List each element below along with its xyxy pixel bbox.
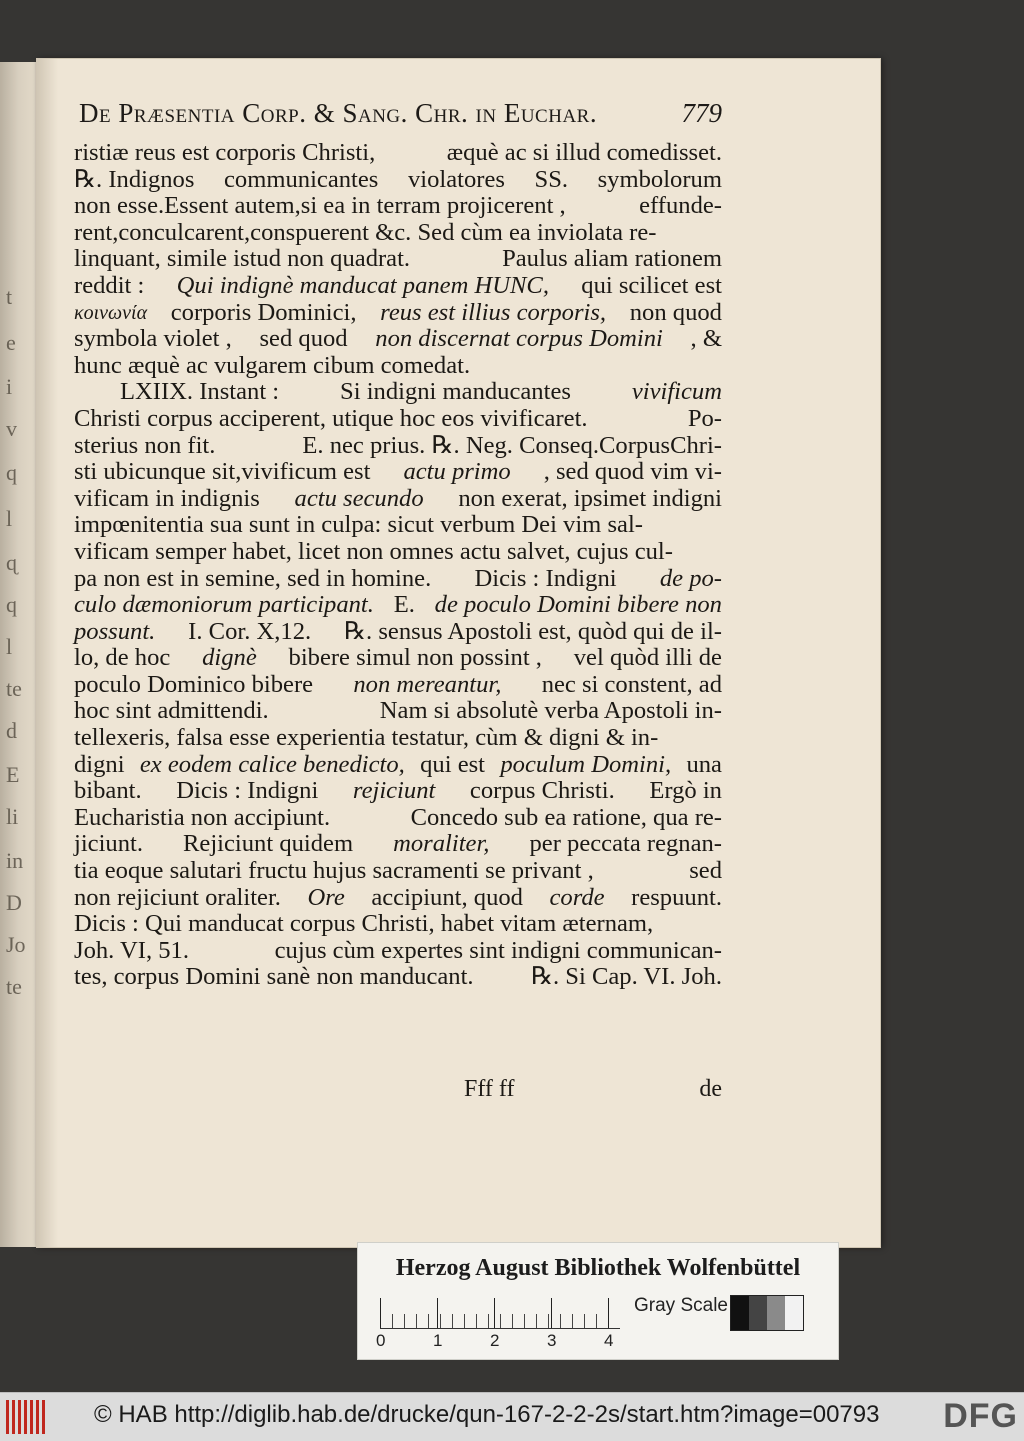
text-line	[74, 592, 722, 619]
text-segment: E. nec prius. ℞. Neg. Conseq.CorpusChri-	[302, 431, 722, 459]
text-line	[74, 459, 722, 486]
ruler-number: 0	[376, 1331, 386, 1350]
text-line	[74, 938, 722, 965]
text-segment: æquè ac si illud comedisset.	[446, 139, 722, 166]
text-line	[74, 433, 722, 460]
text-line	[74, 672, 722, 699]
text-segment: Si indigni manducantes	[340, 378, 571, 406]
text-line	[74, 300, 722, 327]
text-segment: Dicis : Indigni	[176, 777, 319, 805]
text-line	[74, 619, 722, 646]
text-segment: corpus Christi.	[469, 777, 615, 805]
signature-line	[74, 1076, 722, 1106]
italic-phrase: non mereantur,	[353, 670, 502, 698]
text-segment: accipiunt, quod	[371, 883, 523, 911]
text-line	[74, 167, 722, 194]
ruler-number: 4	[604, 1331, 614, 1350]
text-segment: tellexeris, falsa esse experientia testatur, cùm & digni & in-	[74, 724, 659, 752]
left-page-fragment: e	[6, 330, 16, 355]
printer-signature: Fff ff	[464, 1076, 515, 1102]
text-line	[74, 486, 722, 513]
text-segment: symbola violet ,	[74, 325, 232, 353]
left-page-fragment: ɋ	[6, 550, 17, 575]
ruler-major-tick	[494, 1298, 495, 1328]
text-segment: non rejiciunt oraliter.	[74, 883, 281, 911]
text-segment: Eucharistia non accipiunt.	[74, 803, 331, 831]
text-segment: linquant, simile istud non quadrat.	[74, 245, 411, 273]
left-page-fragment: D	[6, 890, 22, 915]
text-segment: Christi corpus acciperent, utique hoc eos vivificaret.	[74, 404, 588, 432]
left-page-fragment: l	[6, 506, 13, 531]
left-page-fragment: v	[6, 416, 17, 441]
text-segment: tes, corpus Domini sanè non manducant.	[74, 963, 474, 991]
text-line	[74, 805, 722, 832]
left-page-fragment: li	[6, 804, 19, 829]
library-name: Herzog August Bibliothek Wolfenbüttel	[395, 1255, 801, 1281]
text-segment: vificam semper habet, licet non omnes actu salvet, cujus cul-	[74, 537, 673, 565]
viewer-footer	[0, 1392, 1024, 1441]
text-segment: , &	[690, 325, 722, 353]
text-line	[74, 645, 722, 672]
left-page-fragment: in	[6, 848, 24, 873]
ruler-major-tick	[437, 1298, 438, 1328]
italic-phrase: Ore	[307, 883, 345, 911]
text-line	[74, 885, 722, 912]
left-page-fragment: q	[6, 592, 17, 617]
ruler-number: 3	[547, 1331, 557, 1350]
gray-swatch	[731, 1296, 749, 1330]
left-page-fragment: te	[6, 676, 22, 701]
text-segment: Concedo sub ea ratione, qua re-	[410, 803, 722, 831]
ruler-numbers	[376, 1331, 640, 1351]
text-segment: I. Cor. X,12.	[188, 617, 312, 645]
text-line	[74, 379, 722, 406]
italic-phrase: actu secundo	[294, 484, 424, 512]
text-segment: ristiæ reus est corporis Christi,	[74, 139, 376, 166]
page-number: 779	[681, 98, 722, 128]
gray-scale-swatches	[730, 1295, 804, 1331]
text-segment: jiciunt.	[74, 830, 143, 858]
text-segment: vel quòd illi de	[573, 644, 722, 672]
gray-scale-label: Gray Scale	[634, 1295, 728, 1316]
text-segment: reddit :	[74, 271, 145, 299]
text-segment: respuunt.	[631, 883, 722, 911]
gray-swatch	[767, 1296, 785, 1330]
text-segment: ℞. Indignos	[74, 165, 195, 193]
gray-swatch	[749, 1296, 767, 1330]
text-segment: SS.	[534, 165, 569, 193]
text-segment: bibere simul non possint ,	[288, 644, 542, 672]
text-segment: bibant.	[74, 777, 142, 805]
text-segment: ℞. sensus Apostoli est, quòd qui de il-	[344, 617, 722, 645]
text-segment: hunc æquè ac vulgarem cibum comedat.	[74, 351, 471, 379]
italic-phrase: de po-	[659, 564, 722, 592]
text-line	[74, 778, 722, 805]
text-segment: Ergò in	[649, 777, 722, 805]
text-segment: LXIIX. Instant :	[120, 378, 280, 406]
text-segment: , sed quod vim vi-	[543, 458, 722, 486]
text-segment: cujus cùm expertes sint indigni communican-	[274, 936, 722, 964]
text-segment: sterius non fit.	[74, 431, 216, 459]
text-segment: symbolorum	[597, 165, 722, 193]
italic-phrase: Qui indignè manducat panem HUNC,	[176, 271, 549, 299]
text-segment: non esse.Essent autem,si ea in terram projicerent ,	[74, 192, 566, 220]
text-line	[74, 140, 722, 167]
text-body	[74, 140, 722, 991]
text-line	[74, 752, 722, 779]
italic-phrase: actu primo	[403, 458, 511, 486]
italic-phrase: reus est illius corporis,	[380, 298, 607, 326]
text-segment: sti ubicunque sit,vivificum est	[74, 458, 371, 486]
text-line	[74, 539, 722, 566]
text-segment: pa non est in semine, sed in homine.	[74, 564, 432, 592]
gray-swatch	[785, 1296, 803, 1330]
italic-phrase: non discernat corpus Domini	[375, 325, 663, 353]
italic-phrase: poculum Domini,	[500, 750, 672, 778]
text-segment: corporis Dominici,	[170, 298, 357, 326]
text-line	[74, 193, 722, 220]
text-line	[74, 220, 722, 247]
text-segment: communicantes	[224, 165, 379, 193]
catchword: de	[699, 1076, 722, 1102]
hab-logo-icon[interactable]	[6, 1400, 46, 1434]
text-line	[74, 831, 722, 858]
text-segment: per peccata regnan-	[529, 830, 722, 858]
left-page-fragment: i	[6, 374, 13, 399]
library-color-chart	[357, 1242, 839, 1360]
text-line	[74, 246, 722, 273]
text-line	[74, 406, 722, 433]
italic-phrase: ex eodem calice benedicto,	[139, 750, 405, 778]
text-line	[74, 353, 722, 380]
left-page-fragment: q	[6, 460, 17, 485]
text-line	[74, 858, 722, 885]
text-line	[74, 725, 722, 752]
italic-phrase: possunt.	[74, 617, 156, 645]
dfg-logo[interactable]: DFG	[943, 1397, 1018, 1435]
text-segment: digni	[74, 750, 125, 778]
copyright-link[interactable]: © HAB http://diglib.hab.de/drucke/qun-167-2-2-2s/start.htm?image=00793	[94, 1401, 880, 1428]
ruler-number: 2	[490, 1331, 500, 1350]
text-segment: E.	[393, 591, 415, 619]
left-page-fragment: te	[6, 974, 22, 999]
italic-phrase: rejiciunt	[352, 777, 436, 805]
text-line	[74, 964, 722, 991]
ruler-number: 1	[433, 1331, 443, 1350]
italic-phrase: culo dæmoniorum participant.	[74, 591, 374, 619]
text-line	[74, 326, 722, 353]
text-segment: poculo Dominico bibere	[74, 670, 314, 698]
italic-phrase: de poculo Domini bibere non	[434, 591, 722, 619]
text-line	[74, 273, 722, 300]
text-segment: impœnitentia sua sunt in culpa: sicut verbum Dei vim sal-	[74, 511, 643, 539]
running-head: De Præsentia Corp. & Sang. Chr. in Euchar.	[79, 98, 598, 128]
italic-phrase: dignè	[202, 644, 257, 672]
text-segment: sed	[689, 857, 722, 885]
text-segment: non quod	[629, 298, 722, 326]
text-line	[74, 698, 722, 725]
text-segment: non exerat, ipsimet indigni	[458, 484, 722, 512]
text-segment: sed quod	[259, 325, 348, 353]
centimeter-ruler	[380, 1298, 620, 1329]
text-segment: rent,conculcarent,conspuerent &c. Sed cùm ea inviolata re-	[74, 218, 657, 246]
italic-phrase: moraliter,	[393, 830, 490, 858]
left-page-fragment: l	[6, 634, 13, 659]
text-segment: Dicis : Qui manducat corpus Christi, habet vitam æternam,	[74, 910, 654, 938]
text-segment: Po-	[687, 404, 722, 432]
left-page-fragment: t	[6, 284, 13, 309]
text-segment: nec si constent, ad	[541, 670, 722, 698]
italic-phrase: corde	[549, 883, 605, 911]
text-segment: ℞. Si Cap. VI. Joh.	[530, 963, 722, 991]
text-segment: lo, de hoc	[74, 644, 171, 672]
ruler-major-tick	[608, 1298, 609, 1328]
text-line	[74, 512, 722, 539]
text-segment: qui scilicet est	[581, 271, 722, 299]
left-page-fragment: d	[6, 718, 17, 743]
text-line	[74, 566, 722, 593]
text-segment: qui est	[420, 750, 486, 778]
text-segment: Dicis : Indigni	[474, 564, 617, 592]
text-segment: una	[686, 750, 722, 778]
text-segment: Nam si absolutè verba Apostoli in-	[379, 697, 722, 725]
left-page-fragment: Jo	[6, 932, 26, 957]
text-segment: Rejiciunt quidem	[183, 830, 354, 858]
text-segment: effunde-	[639, 192, 722, 220]
greek-word: κοινωνία	[74, 301, 148, 324]
ruler-major-tick	[551, 1298, 552, 1328]
italic-phrase: vivificum	[631, 378, 722, 406]
text-segment: Paulus aliam rationem	[502, 245, 722, 273]
text-segment: tia eoque salutari fructu hujus sacramenti se privant ,	[74, 857, 594, 885]
left-page-fragment: E	[6, 762, 20, 787]
text-segment: hoc sint admittendi.	[74, 697, 269, 725]
ruler-major-tick	[380, 1298, 381, 1328]
text-line	[74, 911, 722, 938]
text-segment: violatores	[407, 165, 505, 193]
text-segment: Joh. VI, 51.	[74, 936, 190, 964]
text-segment: vificam in indignis	[74, 484, 260, 512]
